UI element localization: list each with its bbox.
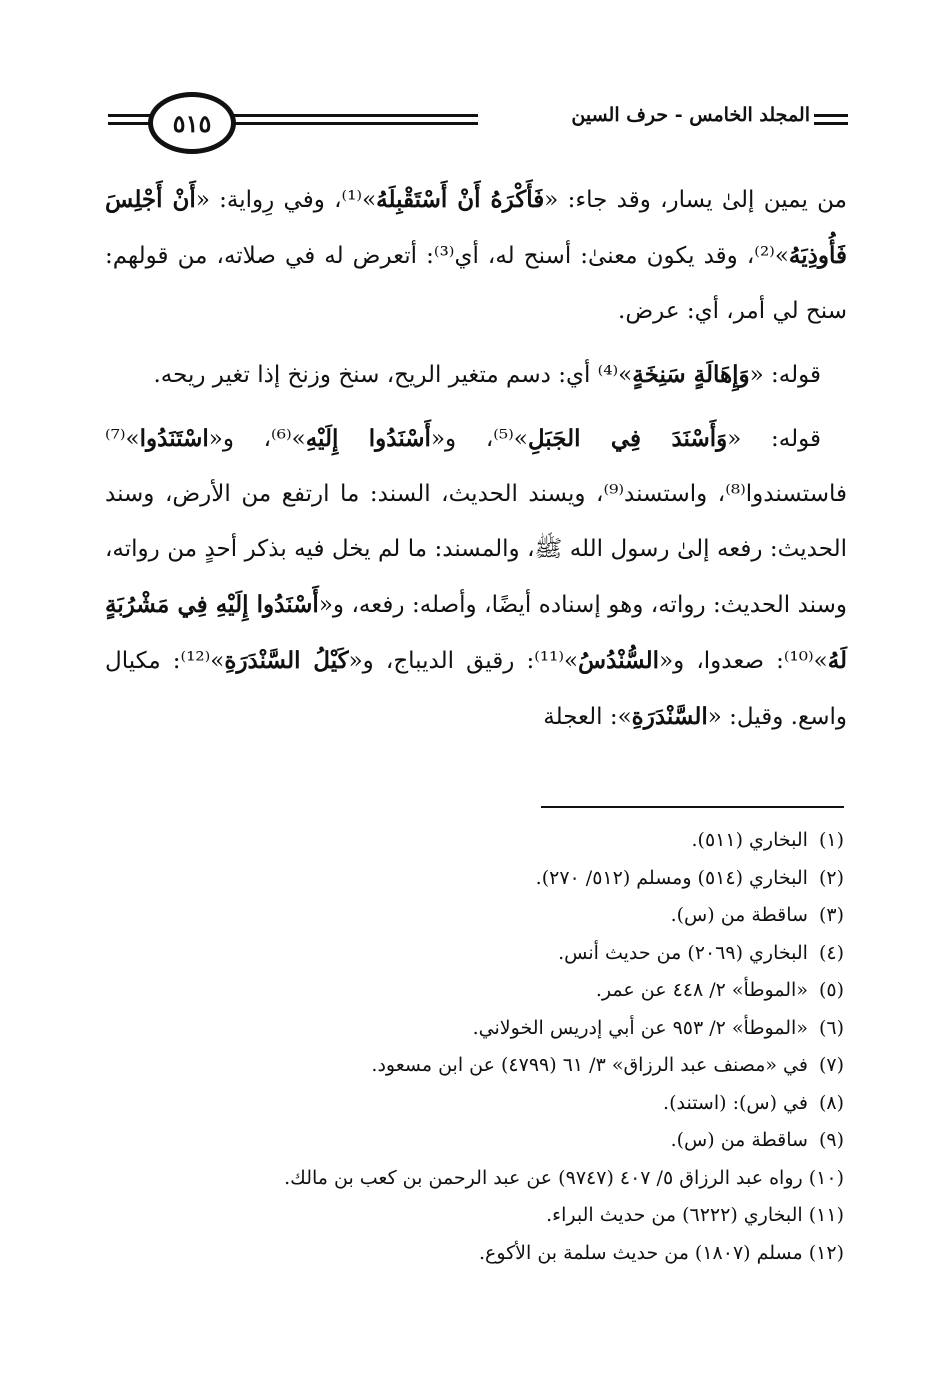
quoted-term: اسْتَنَدُوا [139, 425, 209, 452]
quoted-term: فَأَكْرَهُ أَنْ أَسْتَقْبِلَهُ [376, 186, 545, 213]
footnote-text: ساقطة من (س). [670, 904, 808, 926]
header-rule [814, 114, 848, 117]
footnote [140, 860, 844, 898]
footnote-separator [541, 806, 844, 808]
text-run: »⁽¹⁾، وفي رِواية: « [195, 187, 377, 213]
footnote-number: (٦) [818, 1016, 844, 1039]
text-run: »⁽⁵⁾، و« [430, 426, 528, 452]
footnote-text: البخاري (٥١٤) ومسلم (٥١٢/ ٢٧٠). [535, 866, 808, 889]
footnotes-list [140, 822, 844, 1272]
footnote-text: في «مصنف عبد الرزاق» ٣/ ٦١ (٤٧٩٩) عن ابن مسعود. [371, 1054, 808, 1076]
quoted-term: كَيْلُ السَّنْدَرَةِ [224, 647, 349, 674]
text-run: »⁽²⁾، وقد يكون معنىٰ: أسنح له، أي⁽³⁾: أتعرض له في صلاته، من قولهم: سنح لي أمر، أي: عرض. [105, 243, 847, 324]
quoted-term: السُّنْدُسُ [578, 647, 660, 674]
footnote [140, 897, 844, 935]
footnote-text: البخاري (٥١١). [691, 829, 808, 851]
footnote-number: (٢) [818, 866, 844, 889]
footnote-text: «الموطأ» ٢/ ٤٤٨ عن عمر. [595, 979, 808, 1001]
paragraph [105, 347, 847, 403]
quoted-term: أَسْنَدُوا إِلَيْهِ [305, 425, 431, 452]
footnote-number: (٨) [818, 1091, 844, 1114]
footnote [140, 1160, 844, 1198]
footnote-number: (١) [818, 829, 844, 851]
footnote-text: البخاري (٢٠٦٩) من حديث أنس. [558, 941, 808, 964]
header-rule [218, 122, 478, 125]
footnote-text: مسلم (١٨٠٧) من حديث سلمة بن الأكوع. [478, 1241, 803, 1264]
footnote [140, 1085, 844, 1123]
page-header [108, 92, 848, 154]
footnote [140, 1010, 844, 1048]
footnote-number: (٣) [818, 904, 844, 926]
text-run: قوله: « [749, 362, 821, 388]
footnote-number: (٤) [818, 941, 844, 964]
text-run: من يمين إلىٰ يسار، وقد جاء: « [544, 187, 847, 213]
footnote-number: (٧) [818, 1054, 844, 1076]
footnote [140, 822, 844, 860]
footnote [140, 1047, 844, 1085]
running-title: المجلد الخامس - حرف السين [571, 104, 810, 126]
footnote [140, 1122, 844, 1160]
text-run: قوله: « [727, 426, 821, 452]
footnote-text: البخاري (٦٢٢٢) من حديث البراء. [546, 1204, 803, 1226]
footnote [140, 935, 844, 973]
paragraph [105, 172, 847, 339]
footnote-number: (٥) [818, 979, 844, 1001]
main-text [105, 172, 847, 753]
footnote-number: (١٠) [808, 1166, 844, 1189]
footnote-number: (١١) [808, 1204, 844, 1226]
header-rule [108, 114, 153, 117]
text-run: »: العجلة [543, 704, 632, 730]
footnote-text: رواه عبد الرزاق ٥/ ٤٠٧ (٩٧٤٧) عن عبد الرحمن بن كعب بن مالك. [284, 1166, 803, 1189]
page-number: ٥١٥ [148, 92, 236, 154]
text-run: »⁽⁴⁾ أي: دسم متغير الريح، سنخ وزنخ إذا تغير ريحه. [153, 362, 633, 388]
paragraph [105, 411, 847, 745]
quoted-term: السَّنْدَرَةِ [631, 703, 708, 730]
text-run: »⁽¹⁰⁾: صعدوا، و« [659, 648, 828, 674]
quoted-term: وَأَسْنَدَ فِي الجَبَلِ [527, 425, 728, 452]
footnote-text: في (س): (استند). [663, 1091, 808, 1114]
text-run: »⁽¹¹⁾: رقيق الديباج، و« [348, 648, 579, 674]
quoted-term: وَإِهَالَةٍ سَنِخَةٍ [632, 361, 750, 388]
footnote-text: «الموطأ» ٢/ ٩٥٣ عن أبي إدريس الخولاني. [472, 1016, 808, 1039]
footnote [140, 1235, 844, 1273]
footnote [140, 1197, 844, 1235]
footnote-number: (١٢) [808, 1241, 844, 1264]
footnote-text: ساقطة من (س). [670, 1129, 808, 1151]
text-run: »⁽⁶⁾، و« [208, 426, 306, 452]
header-rule [814, 122, 848, 125]
text-run: »⁽⁷⁾ فاستسندوا⁽⁸⁾، واستسند⁽⁹⁾، ويسند الحديث، السند: ما ارتفع من الأرض، وسند الحديث: رفعه إلىٰ رسول الله ﷺ، والمسند: ما لم يخل فيه بذكر أحدٍ من رواته، وسند الحديث: رواته، وهو إسناده أيضًا، وأصله: رفعه، و« [105, 426, 847, 618]
text-run: »⁽¹²⁾: مكيال واسع. وقيل: « [105, 648, 847, 730]
footnote [140, 972, 844, 1010]
footnote-number: (٩) [818, 1129, 844, 1151]
quoted-term: أَنْ أَجْلِسَ فَأُوذِيَهُ [105, 186, 847, 269]
header-rule [108, 122, 153, 125]
header-rule [218, 114, 478, 117]
quoted-term: أَسْنَدُوا إِلَيْهِ فِي مَشْرُبَةٍ لَهُ [105, 591, 848, 674]
